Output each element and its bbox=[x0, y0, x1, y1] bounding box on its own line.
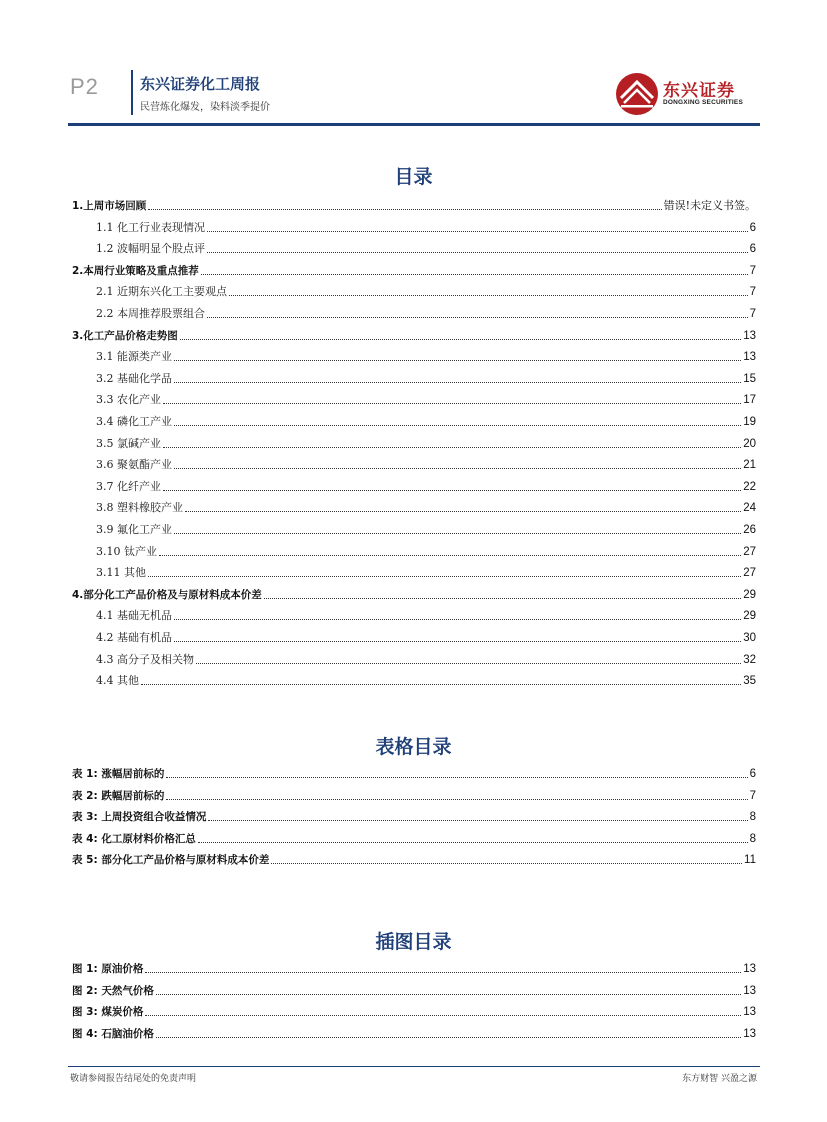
toc-entry-page: 29 bbox=[743, 610, 756, 623]
dot-leader bbox=[207, 230, 748, 232]
table-toc-entry-label: 表 4: 化工原材料价格汇总 bbox=[72, 832, 196, 845]
toc-entry-page: 19 bbox=[743, 416, 756, 428]
toc-entry-label: 3.化工产品价格走势图 bbox=[72, 329, 178, 342]
toc-entry-label: 4.4 其他 bbox=[96, 674, 139, 688]
dot-leader bbox=[174, 640, 741, 642]
dot-leader bbox=[163, 402, 741, 404]
toc-entry[interactable] bbox=[96, 499, 756, 515]
toc-entry[interactable] bbox=[96, 456, 756, 472]
dot-leader bbox=[148, 208, 661, 210]
toc-entry-page: 24 bbox=[743, 502, 756, 515]
dot-leader bbox=[166, 776, 747, 778]
toc-entry[interactable] bbox=[96, 607, 756, 623]
logo-chinese-name: 东兴证券 bbox=[663, 81, 735, 101]
dot-leader bbox=[207, 316, 748, 318]
dot-leader bbox=[174, 381, 741, 383]
dot-leader bbox=[271, 862, 742, 864]
table-toc-entry-page: 11 bbox=[744, 854, 756, 867]
toc-entry-page: 17 bbox=[743, 394, 756, 407]
table-toc-entry[interactable] bbox=[72, 851, 756, 867]
toc-entry[interactable] bbox=[96, 219, 756, 235]
toc-entry-label: 3.3 农化产业 bbox=[96, 393, 161, 407]
toc-entry-label: 3.5 氯碱产业 bbox=[96, 436, 161, 450]
table-toc-entry-label: 表 1: 涨幅居前标的 bbox=[72, 768, 165, 780]
toc-entry[interactable] bbox=[96, 521, 756, 537]
dot-leader bbox=[148, 575, 741, 577]
toc-entry-page: 7 bbox=[749, 286, 756, 299]
header-divider bbox=[131, 70, 133, 115]
toc-entry-label: 4.2 基础有机品 bbox=[96, 631, 172, 644]
toc-entry-label: 1.2 波幅明显个股点评 bbox=[96, 242, 205, 256]
toc-entry[interactable] bbox=[96, 564, 756, 580]
tables-toc-title: 表格目录 bbox=[375, 736, 452, 758]
toc-entry-page: 29 bbox=[743, 588, 756, 601]
toc-entry-page: 7 bbox=[749, 264, 756, 277]
toc-entry[interactable] bbox=[96, 435, 756, 451]
dot-leader bbox=[180, 338, 741, 340]
toc-entry[interactable] bbox=[72, 586, 756, 602]
toc-entry[interactable] bbox=[96, 348, 756, 364]
toc-entry-page: 26 bbox=[743, 524, 756, 536]
toc-title: 目录 bbox=[394, 166, 433, 188]
figure-toc-entry-label: 图 2: 天然气价格 bbox=[72, 984, 154, 997]
toc-entry-label: 3.8 塑料橡胶产业 bbox=[96, 501, 183, 515]
page-header bbox=[0, 0, 827, 130]
figure-toc-entry-label: 图 3: 煤炭价格 bbox=[72, 1006, 144, 1019]
toc-entry-page: 13 bbox=[743, 351, 756, 364]
toc-entry-page: 21 bbox=[743, 459, 756, 472]
toc-entry-label: 3.11 其他 bbox=[96, 566, 146, 580]
toc-entry[interactable] bbox=[96, 651, 756, 667]
figure-toc-entry-page: 13 bbox=[743, 963, 756, 975]
dot-leader bbox=[198, 841, 748, 843]
dot-leader bbox=[196, 662, 741, 664]
dot-leader bbox=[141, 683, 741, 685]
table-toc-entry[interactable] bbox=[72, 830, 756, 846]
dot-leader bbox=[163, 489, 741, 491]
toc-entry-label: 3.7 化纤产业 bbox=[96, 479, 161, 493]
toc-entry-label: 3.10 钛产业 bbox=[96, 544, 157, 558]
table-toc-entry-page: 8 bbox=[749, 832, 756, 845]
dot-leader bbox=[159, 554, 741, 556]
table-toc-entry[interactable] bbox=[72, 765, 756, 781]
table-toc-entry[interactable] bbox=[72, 787, 756, 803]
toc-entry-label: 3.1 能源类产业 bbox=[96, 350, 172, 364]
toc-entry-label: 2.1 近期东兴化工主要观点 bbox=[96, 285, 227, 299]
dot-leader bbox=[229, 294, 748, 296]
toc-entry-label: 1.1 化工行业表现情况 bbox=[96, 220, 205, 234]
toc-entry-page: 13 bbox=[743, 329, 756, 342]
toc-entry-label: 4.部分化工产品价格及与原材料成本价差 bbox=[72, 588, 262, 601]
footer-disclaimer: 敬请参阅报告结尾处的免责声明 bbox=[70, 1074, 197, 1084]
toc-entry-label: 3.6 聚氨酯产业 bbox=[96, 458, 172, 472]
toc-entry-label: 4.1 基础无机品 bbox=[96, 609, 172, 623]
toc-entry-label: 3.4 磷化工产业 bbox=[96, 415, 172, 428]
figure-toc-entry-label: 图 1: 原油价格 bbox=[72, 963, 144, 975]
toc-entry[interactable] bbox=[96, 413, 756, 429]
dot-leader bbox=[174, 618, 741, 620]
toc-entry-page: 32 bbox=[743, 653, 756, 666]
dot-leader bbox=[185, 510, 741, 512]
figure-toc-entry-page: 13 bbox=[743, 1027, 756, 1040]
table-toc-entry-page: 8 bbox=[749, 811, 756, 824]
dot-leader bbox=[174, 467, 741, 469]
footer-slogan: 东方财智 兴盈之源 bbox=[682, 1074, 757, 1084]
figure-toc-entry-page: 13 bbox=[743, 1006, 756, 1019]
table-toc-entry-page: 7 bbox=[749, 789, 756, 802]
table-toc-entry-label: 表 2: 跌幅居前标的 bbox=[72, 789, 165, 802]
toc-entry-label: 2.本周行业策略及重点推荐 bbox=[72, 264, 199, 277]
figure-toc-entry[interactable] bbox=[72, 982, 756, 998]
figures-toc-title: 插图目录 bbox=[375, 931, 452, 953]
figure-toc-entry-page: 13 bbox=[743, 984, 756, 997]
toc-entry[interactable] bbox=[72, 327, 756, 343]
toc-entry[interactable] bbox=[96, 629, 756, 645]
toc-entry[interactable] bbox=[72, 262, 756, 278]
toc-entry[interactable] bbox=[96, 305, 756, 321]
dot-leader bbox=[145, 1014, 741, 1016]
table-toc-entry[interactable] bbox=[72, 808, 756, 824]
dot-leader bbox=[156, 1036, 741, 1038]
dot-leader bbox=[145, 971, 741, 973]
dot-leader bbox=[201, 273, 748, 275]
toc-entry[interactable] bbox=[96, 478, 756, 494]
figure-toc-entry[interactable] bbox=[72, 1025, 756, 1041]
toc-entry[interactable] bbox=[96, 283, 756, 299]
toc-entry-page: 22 bbox=[743, 480, 756, 493]
toc-entry-page: 7 bbox=[749, 308, 756, 320]
toc-entry-label: 4.3 高分子及相关物 bbox=[96, 652, 194, 666]
toc-entry-page: 错误!未定义书签。 bbox=[663, 199, 756, 212]
toc-entry-page: 6 bbox=[749, 243, 756, 256]
dot-leader bbox=[166, 798, 747, 800]
dot-leader bbox=[174, 532, 741, 534]
toc-entry-page: 35 bbox=[743, 675, 756, 688]
toc-entry[interactable] bbox=[96, 543, 756, 559]
toc-entry[interactable] bbox=[72, 197, 756, 213]
report-subtitle: 民营炼化爆发，染料淡季提价 bbox=[140, 102, 270, 113]
dot-leader bbox=[207, 251, 748, 253]
table-toc-entry-label: 表 3: 上周投资组合收益情况 bbox=[72, 811, 207, 824]
toc-entry-label: 1.上周市场回顾 bbox=[72, 200, 147, 212]
dot-leader bbox=[163, 446, 741, 448]
footer-rule bbox=[68, 1066, 760, 1067]
toc-entry-page: 27 bbox=[743, 545, 756, 558]
header-rule bbox=[68, 123, 760, 126]
figure-toc-entry[interactable] bbox=[72, 960, 756, 976]
toc-entry-label: 2.2 本周推荐股票组合 bbox=[96, 307, 205, 320]
dot-leader bbox=[156, 993, 741, 995]
toc-entry[interactable] bbox=[96, 240, 756, 256]
figure-toc-entry[interactable] bbox=[72, 1003, 756, 1019]
figure-toc-entry-label: 图 4: 石脑油价格 bbox=[72, 1027, 154, 1040]
table-toc-entry-label: 表 5: 部分化工产品价格与原材料成本价差 bbox=[72, 854, 270, 867]
toc-entry-page: 27 bbox=[743, 567, 756, 580]
toc-entry[interactable] bbox=[96, 391, 756, 407]
toc-entry-page: 20 bbox=[743, 437, 756, 450]
table-toc-entry-page: 6 bbox=[749, 768, 756, 780]
toc-entry-label: 3.2 基础化学品 bbox=[96, 371, 172, 385]
dot-leader bbox=[174, 359, 741, 361]
toc-entry-page: 15 bbox=[743, 372, 756, 385]
dot-leader bbox=[174, 424, 741, 426]
dot-leader bbox=[208, 819, 747, 821]
report-title: 东兴证券化工周报 bbox=[140, 75, 261, 93]
toc-entry[interactable] bbox=[96, 370, 756, 386]
toc-entry-label: 3.9 氟化工产业 bbox=[96, 523, 172, 536]
toc-entry[interactable] bbox=[96, 672, 756, 688]
page-number: P2 bbox=[70, 74, 99, 99]
toc-entry-page: 30 bbox=[743, 632, 756, 644]
logo-english-name: DONGXING SECURITIES bbox=[663, 99, 744, 106]
toc-entry-page: 6 bbox=[749, 221, 756, 234]
dot-leader bbox=[264, 597, 741, 599]
